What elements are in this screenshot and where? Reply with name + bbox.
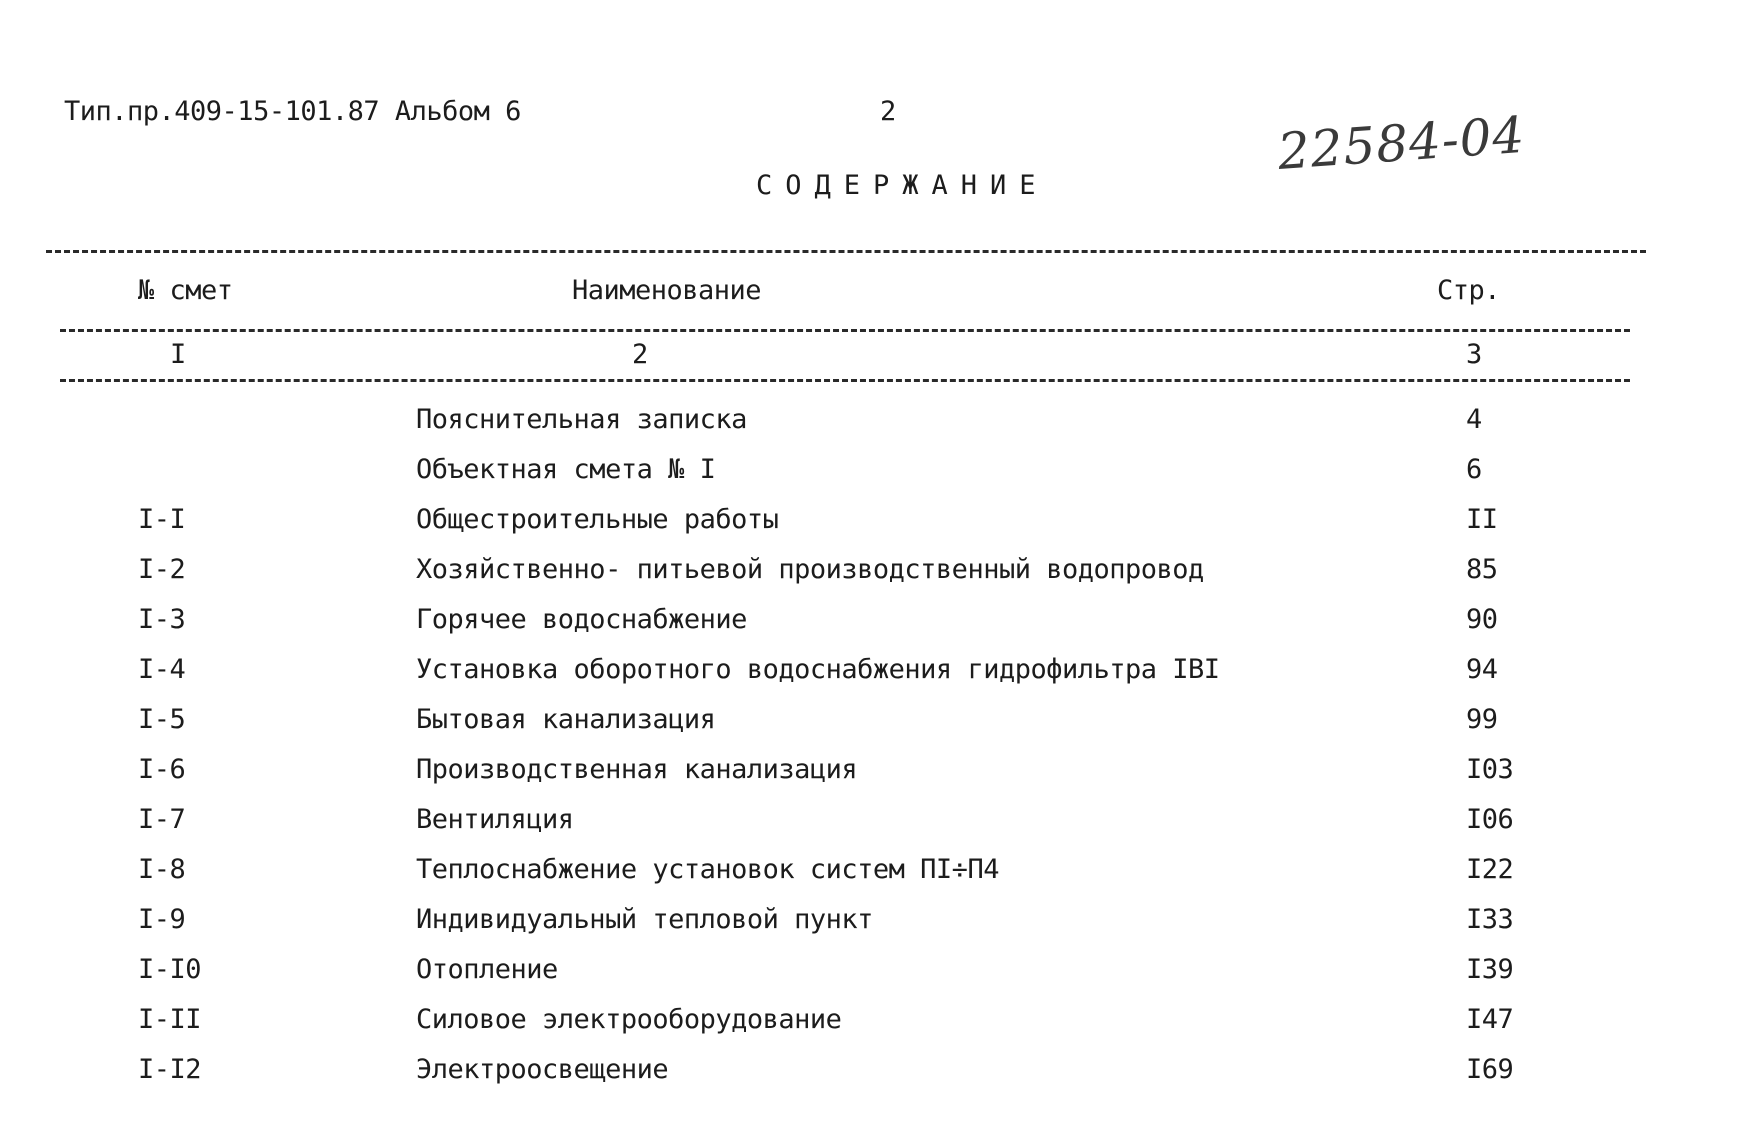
section-name: Индивидуальный тепловой пункт: [416, 904, 873, 935]
page-ref: I39: [1466, 954, 1514, 985]
estimate-code: I-2: [138, 554, 186, 585]
table-row: [0, 854, 1746, 904]
page-ref: I22: [1466, 854, 1514, 885]
page-ref: 4: [1466, 404, 1482, 435]
table-row: [0, 904, 1746, 954]
page-number: 2: [880, 96, 896, 127]
section-name: Производственная канализация: [416, 754, 858, 785]
page-ref: II: [1466, 504, 1498, 535]
table-row: [0, 954, 1746, 1004]
table-row: [0, 704, 1746, 754]
column-header-estimate-number: № смет: [138, 275, 233, 306]
estimate-code: I-I0: [138, 954, 202, 985]
handwritten-inventory-number: 22584-04: [1275, 105, 1527, 181]
column-number-1: I: [170, 339, 186, 370]
table-row: [0, 454, 1746, 504]
table-row: [0, 804, 1746, 854]
column-header-page: Стр.: [1437, 275, 1501, 306]
table-row: [0, 654, 1746, 704]
table-row: [0, 1004, 1746, 1054]
page-ref: 99: [1466, 704, 1498, 735]
table-row: [0, 604, 1746, 654]
column-number-2: 2: [632, 339, 648, 370]
estimate-code: I-7: [138, 804, 186, 835]
document-code: Тип.пр.409-15-101.87 Альбом 6: [64, 96, 521, 127]
contents-table-body: [0, 404, 1746, 1104]
section-name: Объектная смета № I: [416, 454, 716, 485]
estimate-code: I-I: [138, 504, 186, 535]
page-ref: I33: [1466, 904, 1514, 935]
estimate-code: I-I2: [138, 1054, 202, 1085]
estimate-code: I-8: [138, 854, 186, 885]
estimate-code: I-4: [138, 654, 186, 685]
page-title: СОДЕРЖАНИЕ: [756, 170, 1049, 201]
section-name: Установка оборотного водоснабжения гидрофильтра IBI: [416, 654, 1220, 685]
table-row: [0, 754, 1746, 804]
page-ref: 6: [1466, 454, 1482, 485]
divider-top: [46, 250, 1646, 253]
estimate-code: I-3: [138, 604, 186, 635]
divider-header: [60, 329, 1630, 332]
page-ref: 94: [1466, 654, 1498, 685]
section-name: Силовое электрооборудование: [416, 1004, 842, 1035]
estimate-code: I-II: [138, 1004, 202, 1035]
section-name: Отопление: [416, 954, 558, 985]
section-name: Бытовая канализация: [416, 704, 716, 735]
divider-numbers: [60, 379, 1630, 382]
page-ref: 85: [1466, 554, 1498, 585]
section-name: Горячее водоснабжение: [416, 604, 747, 635]
table-row: [0, 1054, 1746, 1104]
section-name: Пояснительная записка: [416, 404, 747, 435]
page-ref: I03: [1466, 754, 1514, 785]
section-name: Общестроительные работы: [416, 504, 779, 535]
table-row: [0, 504, 1746, 554]
table-row: [0, 554, 1746, 604]
section-name: Вентиляция: [416, 804, 574, 835]
table-row: [0, 404, 1746, 454]
estimate-code: I-5: [138, 704, 186, 735]
section-name: Электроосвещение: [416, 1054, 669, 1085]
page-ref: I47: [1466, 1004, 1514, 1035]
page-ref: I69: [1466, 1054, 1514, 1085]
page-ref: 90: [1466, 604, 1498, 635]
section-name: Хозяйственно- питьевой производственный водопровод: [416, 554, 1204, 585]
section-name: Теплоснабжение установок систем ПI÷П4: [416, 854, 999, 885]
column-header-name: Наименование: [572, 275, 762, 306]
estimate-code: I-9: [138, 904, 186, 935]
page-ref: I06: [1466, 804, 1514, 835]
estimate-code: I-6: [138, 754, 186, 785]
column-number-3: 3: [1466, 339, 1482, 370]
